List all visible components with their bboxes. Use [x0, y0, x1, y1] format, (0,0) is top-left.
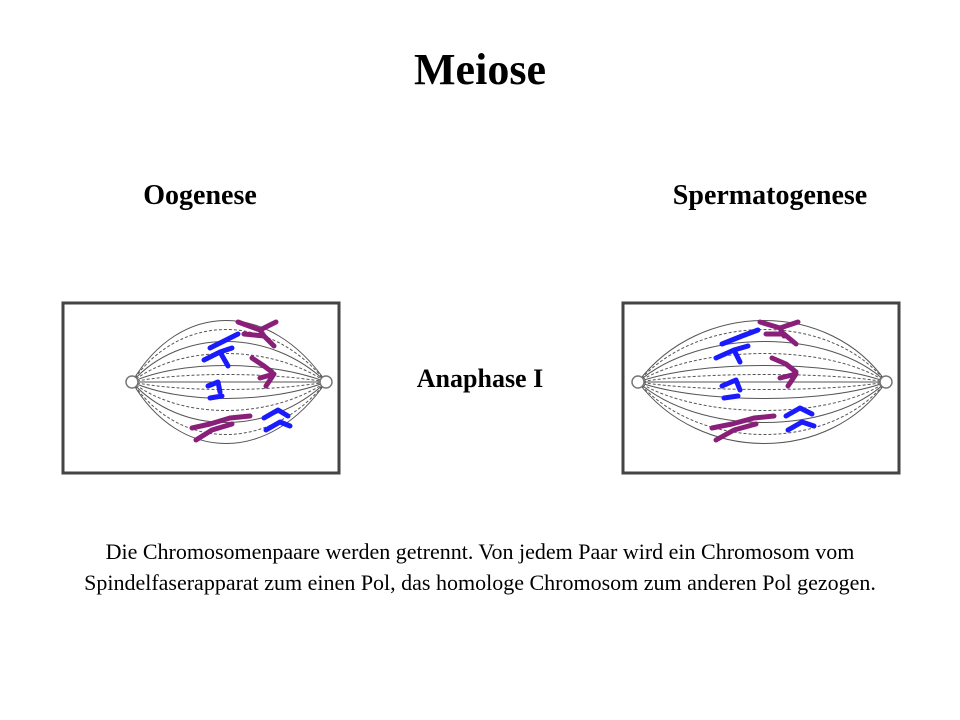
spindle-pole-icon [320, 376, 332, 388]
spermatogenesis-heading: Spermatogenese [672, 180, 868, 211]
spermatogenesis-anaphase-cell [620, 300, 902, 476]
cell-frame [63, 303, 339, 473]
phase-label: Anaphase I [416, 364, 544, 393]
oogenesis-anaphase-cell [60, 300, 342, 476]
explanation-text: Die Chromosomenpaare werden getrennt. Von jedem Paar wird ein Chromosom vom Spindelfaserapparat zum einen Pol, das homologe Chromosom zum anderen Pol gezogen. [84, 539, 876, 595]
spindle-pole-icon [632, 376, 644, 388]
cell-frame [623, 303, 899, 473]
spindle-pole-icon [880, 376, 892, 388]
oogenesis-heading: Oogenese [143, 180, 257, 211]
page-title: Meiose [414, 45, 546, 94]
spindle-pole-icon [126, 376, 138, 388]
